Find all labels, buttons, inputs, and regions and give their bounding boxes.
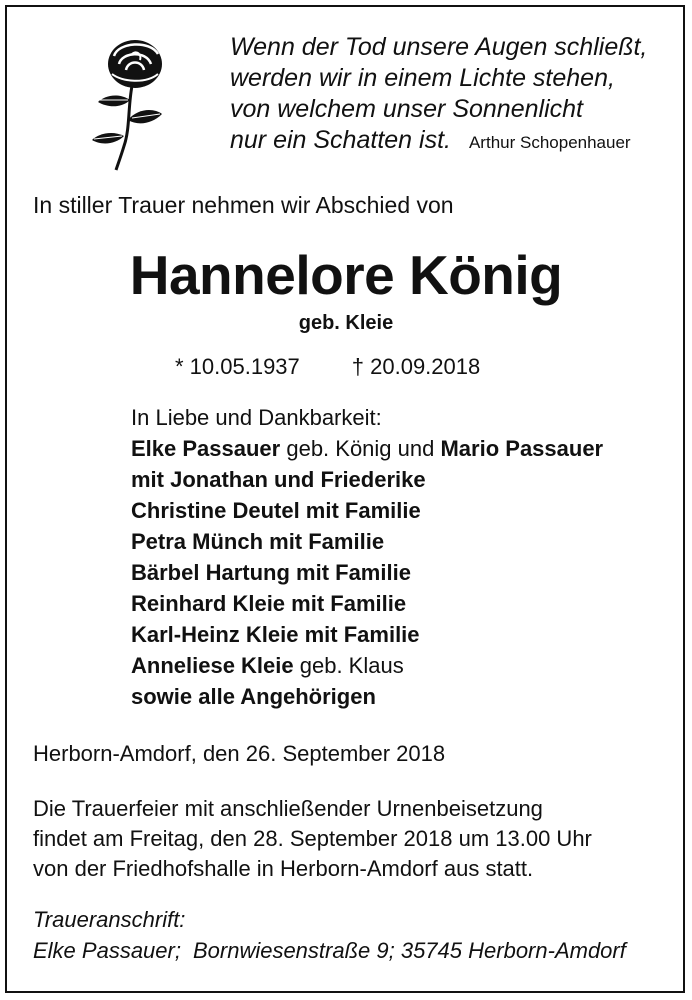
mourning-address [33,904,626,966]
place-date: Herborn-Amdorf, den 26. September 2018 [33,741,446,766]
mourner-line [131,650,603,681]
life-dates [175,354,480,380]
mourners-heading: In Liebe und Dankbarkeit: [131,405,382,430]
address-line [33,935,626,966]
mourner-line: Petra Münch mit Familie [131,529,385,554]
quote-line [230,125,680,158]
address-name: Elke Passauer; [33,938,181,963]
service-line: Die Trauerfeier mit anschließender Urnenbeisetzung [33,796,543,821]
deceased-name: Hannelore König [129,244,563,306]
mourner-line: Karl-Heinz Kleie mit Familie [131,622,420,647]
mourner-name: Anneliese Kleie [131,653,294,678]
quote-line: werden wir in einem Lichte stehen, [230,64,615,92]
mourner-line: Bärbel Hartung mit Familie [131,560,411,585]
mourner-line [131,433,603,464]
quote-line: Wenn der Tod unsere Augen schließt, [230,33,648,61]
quote-author: Arthur Schopenhauer [468,133,631,152]
death-date: † 20.09.2018 [351,354,481,379]
mourner-line: Reinhard Kleie mit Familie [131,591,407,616]
quote-line: von welchem unser Sonnenlicht [230,95,583,123]
birth-name: geb. Kleie [298,312,394,334]
service-line: von der Friedhofshalle in Herborn-Amdorf aus statt. [33,856,534,881]
rose-icon [88,34,180,172]
mourner-name: Elke Passauer [131,436,281,461]
mourner-text: geb. Klaus [293,653,404,678]
address-street: Bornwiesenstraße 9; 35745 Herborn-Amdorf [192,938,626,963]
birth-date: * 10.05.1937 [175,354,300,379]
quote-block [230,32,680,158]
service-info [33,794,592,884]
mourner-line: Christine Deutel mit Familie [131,498,421,523]
mourner-line: mit Jonathan und Friederike [131,467,426,492]
intro-text: In stiller Trauer nehmen wir Abschied von [33,192,454,218]
quote-line-text: nur ein Schatten ist. [230,126,451,154]
service-line: findet am Freitag, den 28. September 2018 um 13.00 Uhr [33,826,592,851]
mourner-line: sowie alle Angehörigen [131,684,376,709]
address-label: Traueranschrift: [33,907,186,932]
mourner-name: Mario Passauer [440,436,604,461]
mourners-list [131,402,603,712]
mourner-text: geb. König und [280,436,441,461]
